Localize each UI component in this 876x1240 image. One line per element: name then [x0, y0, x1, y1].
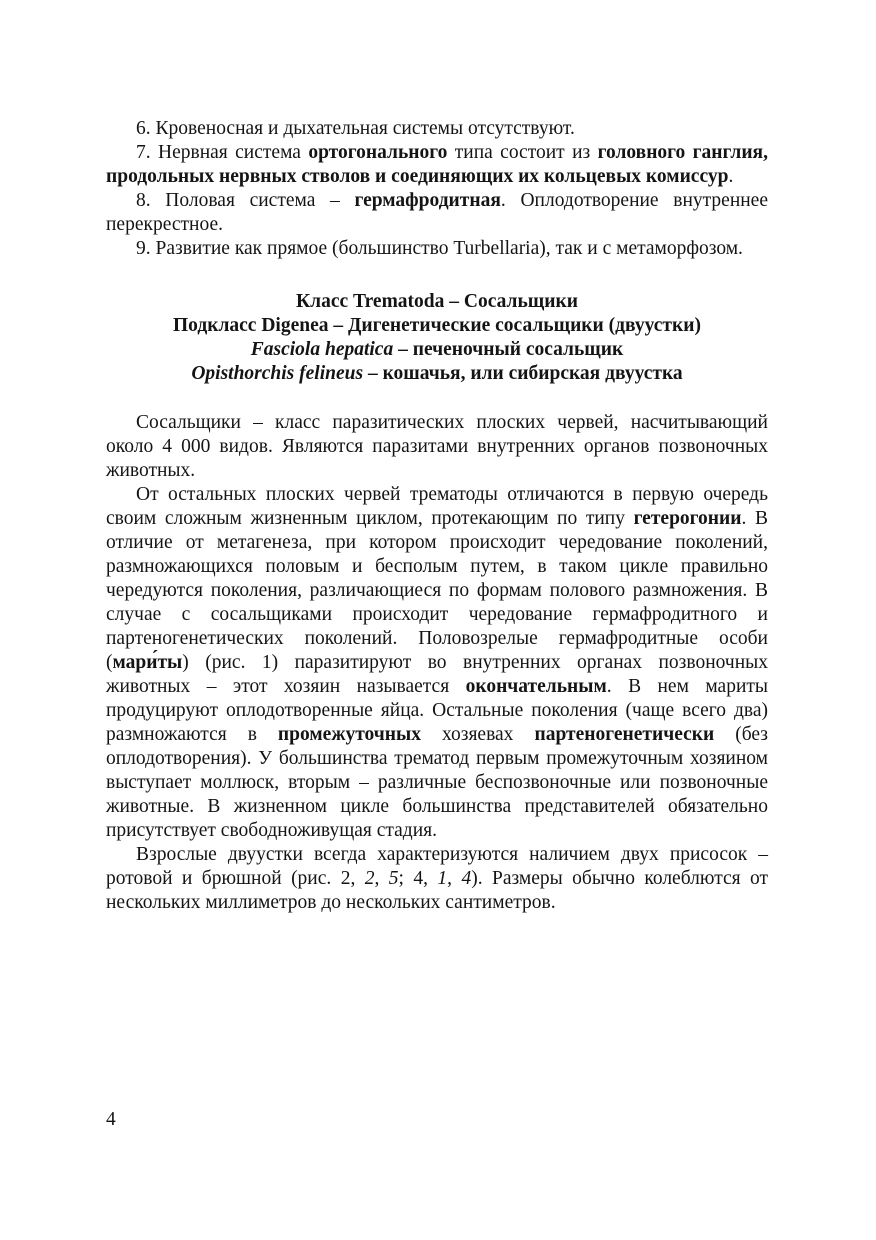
bold-term: партеногенетически [534, 724, 715, 745]
text-run: , [374, 868, 389, 889]
text-run: хозяевах [420, 724, 535, 745]
text-run: От остальных плоских червей трематоды отличаются в первую очередь своим сложным жизненным циклом, протекающим по типу [106, 484, 768, 529]
paragraph-life-cycle [106, 483, 768, 843]
text-run: ; 4, [398, 868, 438, 889]
species-title-fasciola [106, 338, 768, 362]
page-number: 4 [106, 1109, 116, 1130]
figure-ref: 1 [437, 868, 448, 889]
text-run: Взрослые двуустки всегда характеризуются наличием двух присосок – ротовой и брюшной (рис. 2, [106, 844, 768, 889]
latin-name: Opisthorchis felineus [191, 363, 364, 384]
class-title: Класс Trematoda – Сосальщики [296, 291, 578, 312]
bold-term: окончательным [465, 676, 607, 697]
figure-ref: 4 [461, 868, 472, 889]
text-run: 8. Половая система – [136, 190, 355, 211]
figure-ref: 2 [364, 868, 375, 889]
text-run: . В отличие от метагенеза, при котором происходит чередование поколений, размножающихся половым и бесполым путем, в таком цикле правильно чередуются поколения, различающиеся по формам полового размножения. В случае с сосальщиками происходит чередование гермафродитного и партеногенетических поколений. Половозрелые гермафродитные особи ( [106, 508, 768, 673]
bold-term: гермафродитная [354, 190, 501, 211]
common-name: – печеночный сосальщик [393, 339, 624, 360]
bold-term: промежуточных [277, 724, 421, 745]
text-run: ) (рис. 1) паразитируют во внутренних органах позвоночных животных – этот хозяин называется [106, 652, 768, 697]
list-item-6: 6. Кровеносная и дыхательная системы отсутствуют. [136, 118, 575, 139]
latin-name: Fasciola hepatica [250, 339, 394, 360]
species-title-opisthorchis [106, 362, 768, 386]
paragraph-suckers [106, 843, 768, 915]
list-item-9: 9. Развитие как прямое (большинство Turbellaria), так и с метаморфозом. [136, 238, 743, 259]
text-run: . [728, 166, 734, 187]
page-content [106, 117, 768, 915]
section-heading [106, 290, 768, 386]
bold-term: ортогонального [308, 142, 448, 163]
figure-ref: 5 [388, 868, 399, 889]
text-run: . Оплодотворение внутреннее перекрестное. [106, 190, 768, 235]
text-run: ). Размеры обычно колеблются от нескольких миллиметров до нескольких сантиметров. [106, 868, 769, 913]
list-item-7 [106, 141, 768, 189]
text-run: . В нем мариты продуцируют оплодотворенные яйца. Остальные поколения (чаще всего два) размножаются в [106, 676, 768, 745]
bold-term: мари́ты [112, 652, 183, 673]
text-run: , [447, 868, 462, 889]
text-run: типа состоит из [447, 142, 598, 163]
bold-term: головного ганглия, продольных нервных стволов и соединяющих их кольцевых комиссур [106, 142, 768, 187]
bold-term: гетерогонии [633, 508, 742, 529]
text-run: 7. Нервная система [136, 142, 309, 163]
list-item-8 [106, 189, 768, 237]
paragraph-intro: Сосальщики – класс паразитических плоских червей, насчитывающий около 4 000 видов. Являются паразитами внутренних органов позвоночных животных. [106, 412, 768, 481]
common-name: – кошачья, или сибирская двуустка [363, 363, 683, 384]
text-run: (без оплодотворения). У большинства трематод первым промежуточным хозяином выступает моллюск, вторым – различные беспозвоночные или позвоночные животные. В жизненном цикле большинства представителей обязательно присутствует свободноживущая стадия. [106, 724, 768, 841]
subclass-title: Подкласс Digenea – Дигенетические сосальщики (двуустки) [173, 315, 701, 336]
